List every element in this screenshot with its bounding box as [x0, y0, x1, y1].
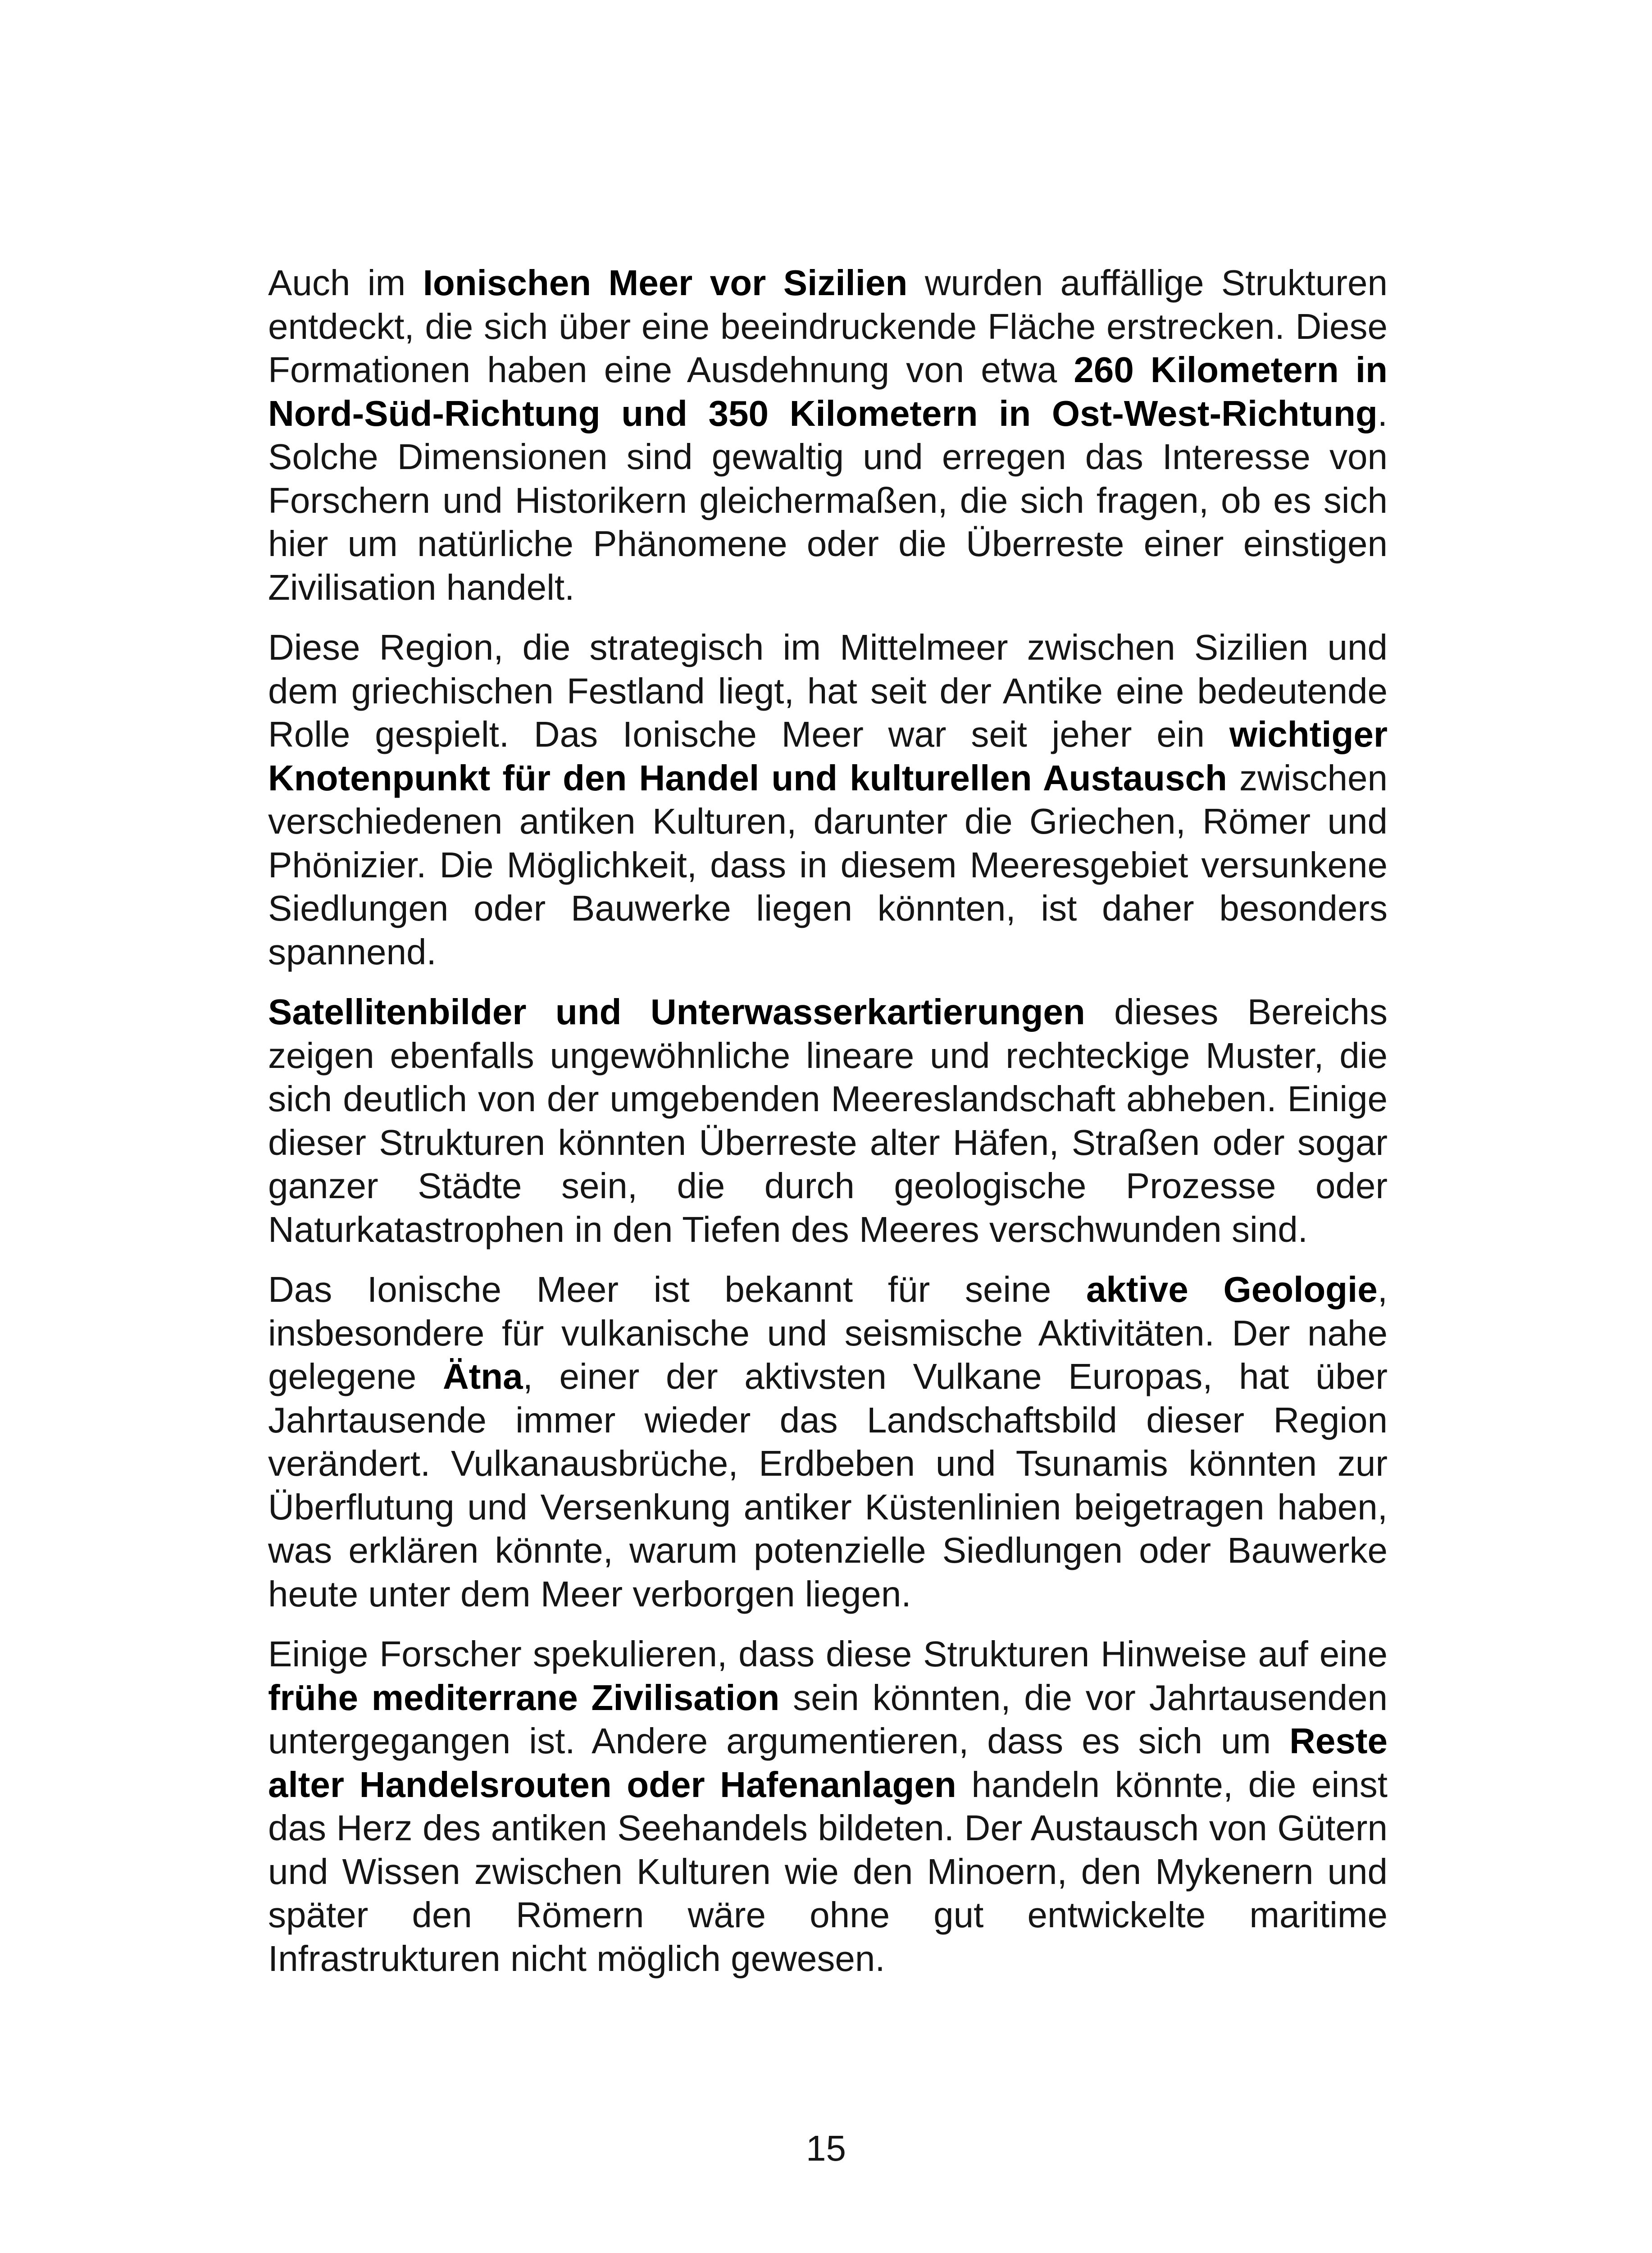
bold-text-run: Ätna	[442, 1356, 523, 1396]
text-run: dieses Bereichs zeigen ebenfalls ungewöhnliche lineare und rechteckige Muster, die sich deutlich von der umgebenden Meereslandschaft abheben. Einige dieser Strukturen könnten Überreste alter Häfen, Straßen oder sogar ganzer Städte sein, die durch geologische Prozesse oder Naturkatastrophen in den Tiefen des Meeres verschwunden sind.	[268, 992, 1388, 1250]
bold-text-run: 260 Kilometern in Nord-Süd-Richtung und 350 Kilometern in Ost-West-Richtung	[268, 350, 1388, 433]
page-number: 15	[806, 2128, 846, 2168]
bold-text-run: Reste alter Handelsrouten oder Hafenanlagen	[268, 1721, 1388, 1805]
text-run: Das Ionische Meer ist bekannt für seine	[268, 1269, 1086, 1309]
text-run: Einige Forscher spekulieren, dass diese Strukturen Hinweise auf eine	[268, 1634, 1388, 1674]
paragraph-active-geology	[268, 1268, 1388, 1616]
text-run: Diese Region, die strategisch im Mittelmeer zwischen Sizilien und dem griechischen Festland liegt, hat seit der Antike eine bedeutende Rolle gespielt. Das Ionische Meer war seit jeher ein	[268, 627, 1388, 754]
body-text	[268, 261, 1388, 1997]
bold-text-run: aktive Geologie	[1086, 1269, 1378, 1309]
paragraph-satellite-images	[268, 990, 1388, 1251]
paragraph-ionian-sea-structures	[268, 261, 1388, 609]
text-run: , insbesondere für vulkanische und seismische Aktivitäten. Der nahe gelegene	[268, 1269, 1388, 1396]
bold-text-run: frühe mediterrane Zivilisation	[268, 1677, 780, 1718]
text-run: . Solche Dimensionen sind gewaltig und erregen das Interesse von Forschern und Historikern gleichermaßen, die sich fragen, ob es sich hier um natürliche Phänomene oder die Überreste einer einstigen Zivilisation handelt.	[268, 393, 1388, 607]
bold-text-run: Satellitenbilder und Unterwasserkartierungen	[268, 992, 1085, 1032]
text-run: handeln könnte, die einst das Herz des antiken Seehandels bildeten. Der Austausch von Gütern und Wissen zwischen Kulturen wie den Minoern, den Mykenern und später den Römern wäre ohne gut entwickelte maritime Infrastrukturen nicht möglich gewesen.	[268, 1764, 1388, 1979]
text-run: , einer der aktivsten Vulkane Europas, hat über Jahrtausende immer wieder das Landschaftsbild dieser Region verändert. Vulkanausbrüche, Erdbeben und Tsunamis könnten zur Überflutung und Versenkung antiker Küstenlinien beigetragen haben, was erklären könnte, warum potenzielle Siedlungen oder Bauwerke heute unter dem Meer verborgen liegen.	[268, 1356, 1388, 1614]
bold-text-run: Ionischen Meer vor Sizilien	[423, 263, 908, 303]
paragraph-strategic-region	[268, 626, 1388, 974]
bold-text-run: wichtiger Knotenpunkt für den Handel und kulturellen Austausch	[268, 714, 1388, 798]
text-run: zwischen verschiedenen antiken Kulturen, darunter die Griechen, Römer und Phönizier. Die Möglichkeit, dass in diesem Meeresgebiet versunkene Siedlungen oder Bauwerke liegen könnten, ist daher besonders spannend.	[268, 757, 1388, 972]
text-run: Auch im	[268, 263, 423, 303]
text-run: wurden auffällige Strukturen entdeckt, die sich über eine beeindruckende Fläche erstrecken. Diese Formationen haben eine Ausdehnung von etwa	[268, 263, 1388, 390]
paragraph-researcher-speculation	[268, 1633, 1388, 1980]
text-run: sein könnten, die vor Jahrtausenden untergegangen ist. Andere argumentieren, dass es sich um	[268, 1677, 1388, 1761]
